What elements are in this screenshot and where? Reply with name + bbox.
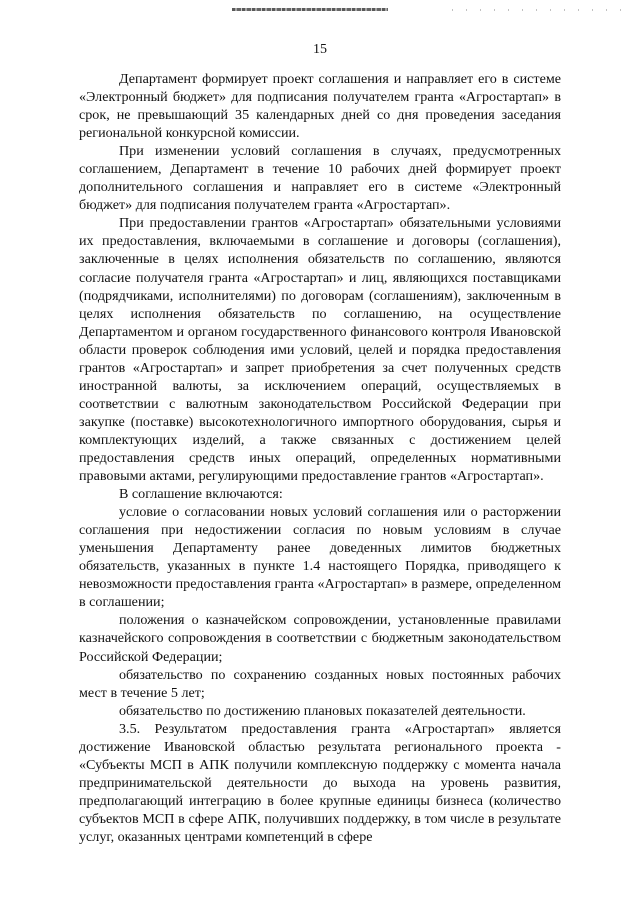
paragraph-mandatory-conditions: При предоставлении грантов «Агростартап» обязательными условиями их предоставления, включаемыми в соглашение и договоры (соглашения), заключенные в целях исполнения обязательств по соглашению, являются согласие получателя гранта «Агростартап» и лиц, являющихся поставщиками (подрядчиками, исполнителями) по договорам (соглашениям), заключенным в целях исполнения обязательств по соглашению, на осуществление Департаментом и органом государственного финансового контроля Ивановской области проверок соблюдения ими условий, целей и порядка предоставления грантов «Агростартап» и запрет приобретения за счет полученных средств иностранной валюты, за исключением операций, осуществляемых в соответствии с валютным законодательством Российской Федерации при закупке (поставке) высокотехнологичного импортного оборудования, сырья и комплектующих изделий, а также связанных с достижением целей предоставления средств иных операций, определенных нормативными правовыми актами, регулирующими предоставление грантов «Агростартап». (79, 215, 561, 485)
paragraph-treasury-support: положения о казначейском сопровождении, установленные правилами казначейского сопровождения в соответствии с бюджетным законодательством Российской Федерации; (79, 612, 561, 665)
paragraph-agreement-draft: Департамент формирует проект соглашения и направляет его в системе «Электронный бюджет» для подписания получателем гранта «Агростартап» в срок, не превышающий 35 календарных дней со дня проведения заседания региональной конкурсной комиссии. (79, 71, 561, 142)
scan-artifact-top (232, 8, 388, 11)
document-body (79, 70, 561, 846)
paragraph-grant-result: 3.5. Результатом предоставления гранта «Агростартап» является достижение Ивановской областью результата регионального проекта - «Субъекты МСП в АПК получили комплексную поддержку с момента начала предпринимательской деятельности до выхода на уровень развития, предполагающий интеграцию в более крупные единицы бизнеса (количество субъектов МСП в сфере АПК, получивших поддержку, в том числе в результате услуг, оказанных центрами компетенций в сфере (79, 720, 561, 845)
paragraph-condition-renegotiation: условие о согласовании новых условий соглашения или о расторжении соглашения при недостижении согласия по новым условиям в случае уменьшения Департаменту ранее доведенных лимитов бюджетных обязательств, указанных в пункте 1.4 настоящего Порядка, приводящего к невозможности предоставления гранта «Агростартап» в размере, определенном в соглашении; (79, 504, 561, 611)
page-number: 15 (313, 42, 327, 57)
paragraph-agreement-changes: При изменении условий соглашения в случаях, предусмотренных соглашением, Департамент в течение 10 рабочих дней формирует проект дополнительного соглашения и направляет его в системе «Электронный бюджет» для подписания получателем гранта «Агростартап». (79, 143, 561, 214)
paragraph-jobs-obligation: обязательство по сохранению созданных новых постоянных рабочих мест в течение 5 лет; (79, 666, 561, 701)
paragraph-targets-obligation: обязательство по достижению плановых показателей деятельности. (119, 702, 526, 719)
scan-artifact-dots (452, 9, 632, 11)
paragraph-agreement-includes: В соглашение включаются: (119, 486, 283, 503)
